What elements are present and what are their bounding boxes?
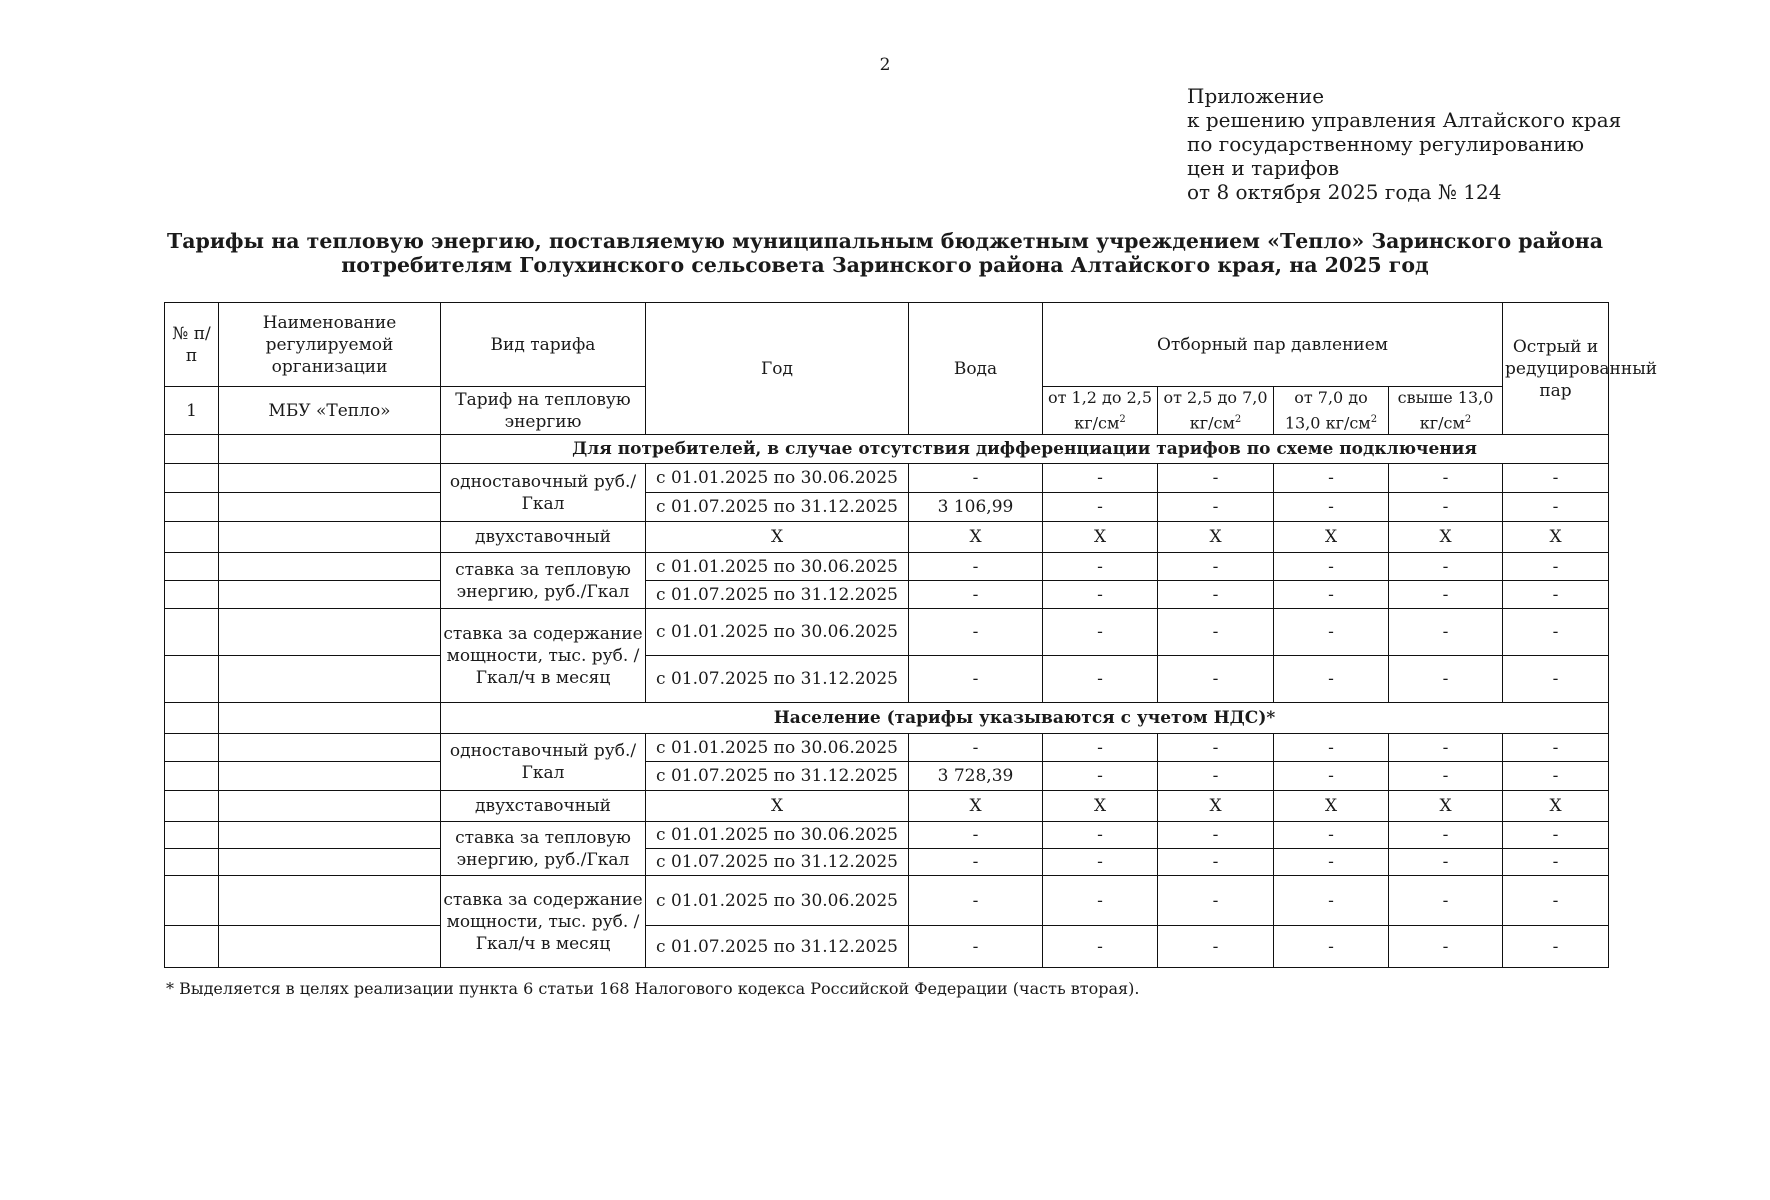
- period-cell: с 01.07.2025 по 31.12.2025: [646, 762, 909, 791]
- value-cell: -: [1389, 822, 1503, 849]
- water-cell: -: [909, 656, 1043, 703]
- value-cell: -: [1043, 656, 1158, 703]
- table-row: [165, 849, 1609, 876]
- value-cell: X: [1503, 522, 1609, 553]
- value-cell: -: [1158, 656, 1274, 703]
- value-cell: -: [1389, 926, 1503, 968]
- value-cell: -: [1158, 926, 1274, 968]
- value-cell: -: [1043, 822, 1158, 849]
- water-cell: -: [909, 464, 1043, 493]
- value-cell: -: [1503, 609, 1609, 656]
- water-cell: 3 106,99: [909, 493, 1043, 522]
- tariff-label: одноставочный руб./Гкал: [441, 464, 646, 522]
- period-cell: с 01.07.2025 по 31.12.2025: [646, 656, 909, 703]
- value-cell: -: [1389, 762, 1503, 791]
- header-sharp-steam: Острый и редуцированный пар: [1503, 303, 1609, 435]
- value-cell: X: [1389, 522, 1503, 553]
- value-cell: -: [1158, 822, 1274, 849]
- value-cell: -: [1043, 876, 1158, 926]
- value-cell: -: [1503, 849, 1609, 876]
- value-cell: -: [1389, 609, 1503, 656]
- tariff-label: двухставочный: [441, 791, 646, 822]
- table-row: [165, 656, 1609, 703]
- water-cell: -: [909, 581, 1043, 609]
- table-row: [165, 926, 1609, 968]
- section-title: Для потребителей, в случае отсутствия дифференциации тарифов по схеме подключения: [441, 435, 1609, 464]
- value-cell: -: [1158, 762, 1274, 791]
- appendix-line: Приложение: [1187, 84, 1325, 108]
- value-cell: -: [1503, 876, 1609, 926]
- value-cell: -: [1503, 464, 1609, 493]
- appendix-line: к решению управления Алтайского края: [1187, 108, 1622, 132]
- value-cell: -: [1503, 493, 1609, 522]
- value-cell: -: [1503, 762, 1609, 791]
- value-cell: -: [1274, 581, 1389, 609]
- value-cell: -: [1389, 493, 1503, 522]
- value-cell: -: [1274, 464, 1389, 493]
- value-cell: -: [1158, 609, 1274, 656]
- value-cell: -: [1158, 876, 1274, 926]
- period-cell: с 01.01.2025 по 30.06.2025: [646, 876, 909, 926]
- period-cell: с 01.01.2025 по 30.06.2025: [646, 553, 909, 581]
- period-cell: с 01.01.2025 по 30.06.2025: [646, 609, 909, 656]
- value-cell: -: [1274, 876, 1389, 926]
- value-cell: -: [1043, 849, 1158, 876]
- appendix-line: от 8 октября 2025 года № 124: [1187, 180, 1502, 204]
- water-cell: -: [909, 553, 1043, 581]
- tariff-label: ставка за тепловую энергию, руб./Гкал: [441, 553, 646, 609]
- header-steam-range-4: свыше 13,0 $кг/см^2$: [1389, 387, 1503, 435]
- header-num: № п/п: [165, 303, 219, 387]
- value-cell: -: [1389, 876, 1503, 926]
- row-num: 1: [165, 387, 219, 435]
- value-cell: -: [1158, 464, 1274, 493]
- table-row: [165, 581, 1609, 609]
- value-cell: -: [1274, 849, 1389, 876]
- title-line: Тарифы на тепловую энергию, поставляемую муниципальным бюджетным учреждением «Тепло» Заринского района: [166, 229, 1604, 253]
- header-org: Наименование регулируемой организации: [219, 303, 441, 387]
- header-year: Год: [646, 303, 909, 435]
- value-cell: -: [1158, 734, 1274, 762]
- tariff-label: одноставочный руб./Гкал: [441, 734, 646, 791]
- header-steam-range-1: от 1,2 до 2,5 $кг/см^2$: [1043, 387, 1158, 435]
- period-cell: с 01.07.2025 по 31.12.2025: [646, 849, 909, 876]
- value-cell: -: [1274, 609, 1389, 656]
- appendix-line: по государственному регулированию: [1187, 132, 1585, 156]
- value-cell: -: [1389, 581, 1503, 609]
- tariff-label: ставка за содержание мощности, тыс. руб. /Гкал/ч в месяц: [441, 876, 646, 968]
- water-cell: -: [909, 734, 1043, 762]
- value-cell: -: [1043, 734, 1158, 762]
- value-cell: -: [1274, 822, 1389, 849]
- table-row: [165, 791, 1609, 822]
- document-title: [150, 229, 1620, 277]
- table-row: [165, 876, 1609, 926]
- value-cell: -: [1389, 734, 1503, 762]
- period-cell: с 01.07.2025 по 31.12.2025: [646, 493, 909, 522]
- value-cell: X: [1503, 791, 1609, 822]
- table-row: [165, 553, 1609, 581]
- value-cell: -: [1158, 493, 1274, 522]
- header-water: Вода: [909, 303, 1043, 435]
- value-cell: -: [1274, 553, 1389, 581]
- tariff-label: ставка за содержание мощности, тыс. руб. /Гкал/ч в месяц: [441, 609, 646, 703]
- appendix-line: цен и тарифов: [1187, 156, 1340, 180]
- value-cell: -: [1158, 553, 1274, 581]
- title-line: потребителям Голухинского сельсовета Заринского района Алтайского края, на 2025 год: [341, 253, 1429, 277]
- period-cell: X: [646, 522, 909, 553]
- value-cell: X: [1043, 791, 1158, 822]
- value-cell: -: [1043, 581, 1158, 609]
- period-cell: с 01.01.2025 по 30.06.2025: [646, 822, 909, 849]
- tariff-label: двухставочный: [441, 522, 646, 553]
- section-row: [165, 435, 1609, 464]
- table-header-row: [165, 303, 1609, 387]
- water-cell: X: [909, 522, 1043, 553]
- footnote: * Выделяется в целях реализации пункта 6 статьи 168 Налогового кодекса Российской Федерации (часть вторая).: [166, 979, 1140, 998]
- water-cell: -: [909, 609, 1043, 656]
- value-cell: X: [1158, 522, 1274, 553]
- table-row: [165, 522, 1609, 553]
- water-cell: 3 728,39: [909, 762, 1043, 791]
- appendix-block: [1187, 84, 1621, 204]
- value-cell: -: [1274, 926, 1389, 968]
- section-row: [165, 703, 1609, 734]
- water-cell: -: [909, 849, 1043, 876]
- period-cell: с 01.07.2025 по 31.12.2025: [646, 581, 909, 609]
- period-cell: X: [646, 791, 909, 822]
- value-cell: -: [1274, 656, 1389, 703]
- table-row: [165, 822, 1609, 849]
- tariff-table: [164, 302, 1658, 968]
- value-cell: -: [1043, 493, 1158, 522]
- header-steam-range-3: от 7,0 до 13,0 $кг/см^2$: [1274, 387, 1389, 435]
- header-steam-range-2: от 2,5 до 7,0 $кг/см^2$: [1158, 387, 1274, 435]
- value-cell: -: [1503, 656, 1609, 703]
- value-cell: -: [1274, 762, 1389, 791]
- header-tariff-type: Вид тарифа: [441, 303, 646, 387]
- row-org: МБУ «Тепло»: [219, 387, 441, 435]
- period-cell: с 01.01.2025 по 30.06.2025: [646, 464, 909, 493]
- value-cell: -: [1503, 734, 1609, 762]
- period-cell: с 01.01.2025 по 30.06.2025: [646, 734, 909, 762]
- table-row: [165, 464, 1609, 493]
- value-cell: -: [1503, 581, 1609, 609]
- table-row: [165, 734, 1609, 762]
- value-cell: -: [1274, 734, 1389, 762]
- value-cell: X: [1389, 791, 1503, 822]
- value-cell: -: [1158, 581, 1274, 609]
- value-cell: -: [1043, 553, 1158, 581]
- section-title: Население (тарифы указываются с учетом НДС)*: [441, 703, 1609, 734]
- value-cell: -: [1043, 609, 1158, 656]
- water-cell: -: [909, 822, 1043, 849]
- value-cell: -: [1389, 656, 1503, 703]
- value-cell: -: [1043, 464, 1158, 493]
- water-cell: -: [909, 876, 1043, 926]
- period-cell: с 01.07.2025 по 31.12.2025: [646, 926, 909, 968]
- table-row: [165, 609, 1609, 656]
- value-cell: -: [1389, 553, 1503, 581]
- water-cell: X: [909, 791, 1043, 822]
- value-cell: -: [1274, 493, 1389, 522]
- row-tariff: Тариф на тепловую энергию: [441, 387, 646, 435]
- tariff-label: ставка за тепловую энергию, руб./Гкал: [441, 822, 646, 876]
- value-cell: -: [1389, 464, 1503, 493]
- table-row: [165, 762, 1609, 791]
- table-row: [165, 493, 1609, 522]
- value-cell: -: [1503, 553, 1609, 581]
- value-cell: -: [1503, 926, 1609, 968]
- value-cell: -: [1043, 762, 1158, 791]
- value-cell: -: [1503, 822, 1609, 849]
- value-cell: X: [1158, 791, 1274, 822]
- header-steam: Отборный пар давлением: [1043, 303, 1503, 387]
- page-number: 2: [879, 55, 891, 75]
- value-cell: X: [1274, 791, 1389, 822]
- value-cell: X: [1043, 522, 1158, 553]
- value-cell: X: [1274, 522, 1389, 553]
- water-cell: -: [909, 926, 1043, 968]
- value-cell: -: [1389, 849, 1503, 876]
- value-cell: -: [1158, 849, 1274, 876]
- value-cell: -: [1043, 926, 1158, 968]
